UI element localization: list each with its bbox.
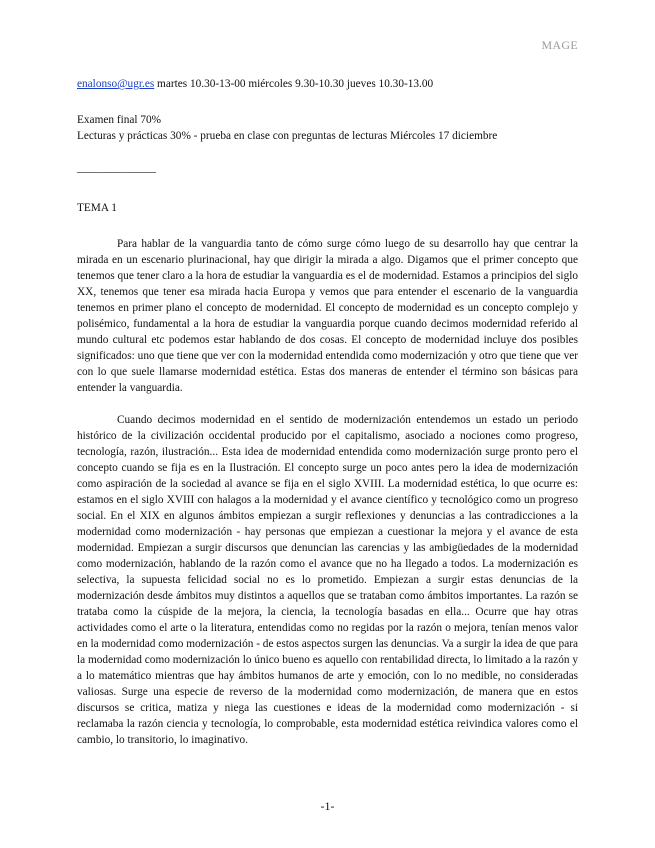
section-title: TEMA 1 bbox=[77, 202, 117, 214]
paragraph-2: Cuando decimos modernidad en el sentido de modernización entendemos un estado un periodo histórico de la civilización occidental producido por el capitalismo, asociado a nociones como progreso, tecnología, razón, ilustración... Esta idea de modernidad entendida como modernización surge pronto pero el concepto cuando se fija es en la Ilustración. El concepto surge un poco antes pero la idea de modernización como aspiración de la sociedad al avance se fija en el siglo XVIII. La modernidad estética, lo que ocurre es: estamos en el siglo XVIII con halagos a la modernidad y el avance científico y tecnológico como un progreso social. En el XIX en algunos ámbitos empiezan a surgir reflexiones y denuncias a las contradicciones a la modernidad como modernización - hay personas que empiezan a cuestionar la mejora y el avance de esta modernidad. Empiezan a surgir discursos que denuncian las carencias y las ambigüedades de la modernidad como modernización, hablando de la razón como el avance que no ha llegado a todos. La modernización es selectiva, la supuesta felicidad social no es lo prometido. Empiezan a surgir estas denuncias de la modernización desde ámbitos muy distintos a aquellos que se trataban como ámbitos importantes. La razón se trataba como la cúspide de la mejora, la ciencia, la tecnología basadas en ella... Ocurre que hay otras actividades como el arte o la literatura, entendidas como no regidas por la razón o mejora, tenían menos valor en la modernidad como modernización - de estos aspectos surgen las denuncias. Va a surgir la idea de que para la modernidad como modernización lo único bueno es aquello con rentabilidad directa, lo limitado a la razón y a lo matemático mientras que hay ámbitos humanos de arte y emoción, con lo no medible, no consideradas valiosas. Surge una especie de reverso de la modernidad como modernización, de manera que en estos discursos se critica, matiza y niega las cuestiones e ideas de la modernidad como modernización - si reclamaba la razón ciencia y tecnología, lo comprobable, esta modernidad estética reivindica valores como el cambio, lo transitorio, lo imaginativo. bbox=[77, 414, 578, 746]
office-hours: martes 10.30-13-00 miércoles 9.30-10.30 jueves 10.30-13.00 bbox=[154, 78, 434, 90]
exam-weight: Examen final 70% bbox=[77, 114, 162, 126]
document-body bbox=[77, 76, 578, 748]
contact-line bbox=[77, 76, 578, 92]
header-mark: MAGE bbox=[541, 38, 578, 52]
paragraph-1: Para hablar de la vanguardia tanto de cómo surge cómo luego de su desarrollo hay que centrar la mirada en un escenario plurinacional, hay que dirigir la mirada a algo. Digamos que el primer concepto que tenemos que tener claro a la hora de estudiar la vanguardia es el de modernidad. Estamos a principios del siglo XX, tenemos que tener esa mirada hacia Europa y vemos que para entender el escenario de la vanguardia tenemos en primer plano el concepto de modernidad. El concepto de modernidad es un concepto complejo y polisémico, fundamental a la hora de estudiar la vanguardia porque cuando decimos modernidad referido al mundo cultural etc podemos estar hablando de dos cosas. El concepto de modernidad incluye dos posibles significados: uno que tiene que ver con la modernidad entendida como modernización y otro que tiene que ver con lo que suele llamarse modernidad estética. Estas dos maneras de entender el término son básicas para entender la vanguardia. bbox=[77, 238, 578, 394]
email-link[interactable]: enalonso@ugr.es bbox=[77, 78, 155, 90]
page-number: -1- bbox=[320, 799, 335, 813]
separator-line: ——————— bbox=[77, 166, 157, 178]
readings-weight: Lecturas y prácticas 30% - prueba en clase con preguntas de lecturas Miércoles 17 diciembre bbox=[77, 130, 498, 142]
